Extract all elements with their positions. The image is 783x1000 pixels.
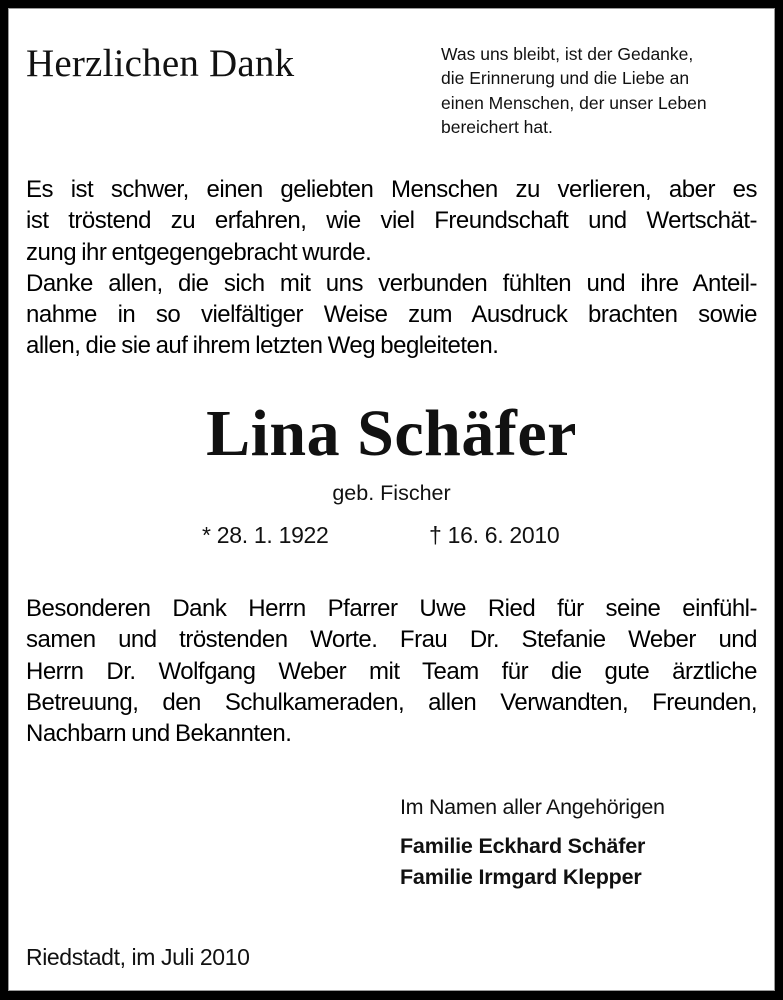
family-name: Familie Eckhard Schäfer	[400, 834, 646, 858]
paragraph-line: allen, die sie auf ihrem letzten Weg begleiteten.	[26, 332, 499, 360]
paragraph-line: Nachbarn und Bekannten.	[26, 720, 292, 748]
notice-heading: Herzlichen Dank	[26, 42, 295, 85]
quote-line: bereichert hat.	[441, 116, 553, 137]
quote-line: einen Menschen, der unser Leben	[441, 92, 707, 113]
thanks-paragraph	[26, 593, 757, 749]
death-date: † 16. 6. 2010	[429, 522, 560, 548]
memorial-quote	[441, 42, 707, 139]
paragraph-line: Betreuung, den Schulkameraden, allen Verwandten, Freunden,	[26, 688, 757, 716]
paragraph-line: zung ihr entgegengebracht wurde.	[26, 238, 372, 266]
paragraph-line: samen und tröstenden Worte. Frau Dr. Stefanie Weber und	[26, 626, 757, 654]
paragraph-line: Es ist schwer, einen geliebten Menschen zu verlieren, aber es	[26, 176, 757, 203]
intro-paragraph	[26, 174, 757, 362]
deceased-name: Lina Schäfer	[206, 397, 577, 470]
birth-date: * 28. 1. 1922	[202, 522, 329, 548]
birth-name: geb. Fischer	[332, 481, 451, 505]
family-name: Familie Irmgard Klepper	[400, 865, 642, 889]
signature-intro: Im Namen aller Angehörigen	[400, 795, 665, 819]
obituary-notice	[8, 8, 775, 991]
paragraph-line: nahme in so vielfältiger Weise zum Ausdruck brachten sowie	[26, 301, 757, 329]
place-date: Riedstadt, im Juli 2010	[26, 944, 250, 970]
paragraph-line: Herrn Dr. Wolfgang Weber mit Team für die gute ärztliche	[26, 657, 757, 685]
quote-line: Was uns bleibt, ist der Gedanke,	[441, 44, 694, 64]
paragraph-line: Besonderen Dank Herrn Pfarrer Uwe Ried für seine einfühl-	[26, 595, 757, 622]
quote-line: die Erinnerung und die Liebe an	[441, 68, 690, 89]
paragraph-line: ist tröstend zu erfahren, wie viel Freundschaft und Wertschät-	[26, 207, 757, 235]
paragraph-line: Danke allen, die sich mit uns verbunden fühlten und ihre Anteil-	[26, 269, 757, 297]
